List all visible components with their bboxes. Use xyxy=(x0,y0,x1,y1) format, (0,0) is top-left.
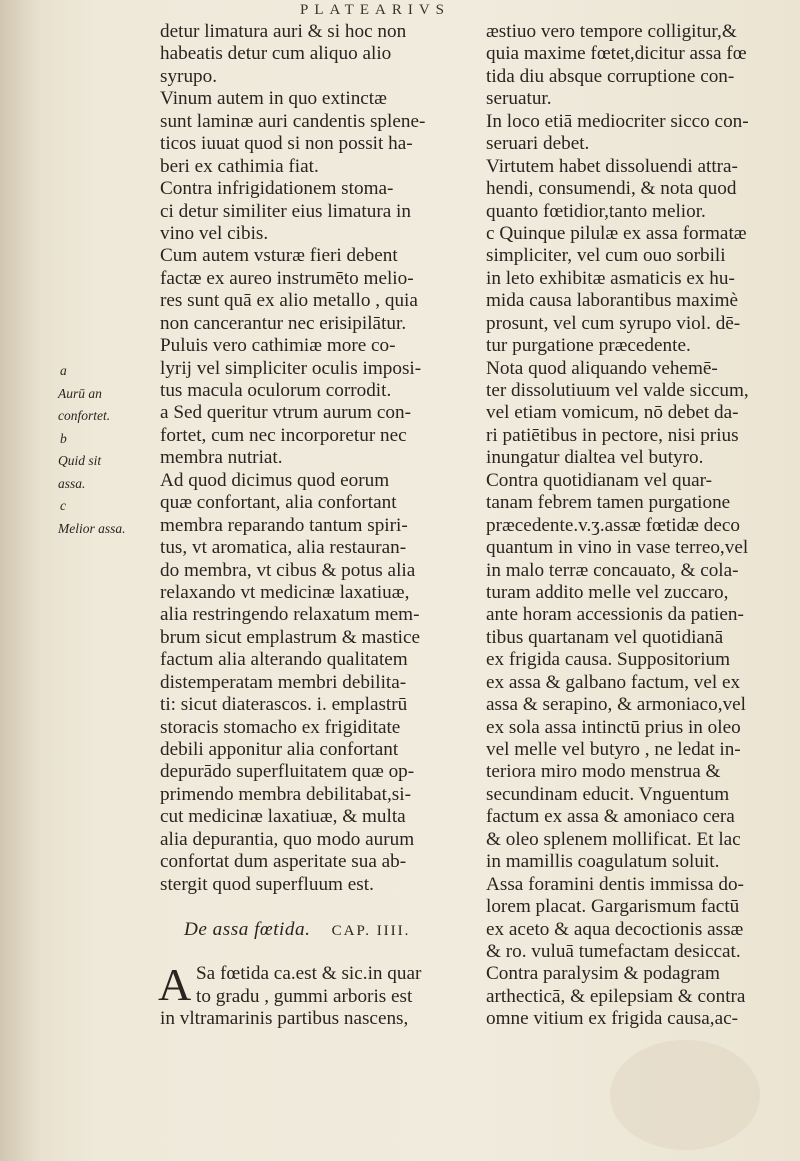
chapter-body xyxy=(158,959,480,1030)
text-line: Puluis vero cathimiæ more co- xyxy=(160,335,396,357)
text-line: Contra quotidianam vel quar- xyxy=(486,469,713,491)
text-line: seruari debet. xyxy=(486,133,590,155)
text-line: quæ confortant, alia confortant xyxy=(160,492,397,514)
text-line: Virtutem habet dissoluendi attra- xyxy=(486,155,738,177)
text-line: sunt laminæ auri candentis splene- xyxy=(160,110,426,132)
text-line: tibus quartanam vel quotidianā xyxy=(486,626,724,648)
text-line: fortet, cum nec incorporetur nec xyxy=(160,424,407,446)
text-line: Contra infrigidationem stoma- xyxy=(160,178,394,200)
text-line: Ad quod dicimus quod eorum xyxy=(160,469,390,491)
text-line: Sa fœtida ca.est & sic.in quar xyxy=(196,963,422,985)
text-line: membra reparando tantum spiri- xyxy=(160,514,408,536)
text-line: quia maxime fœtet,dicitur assa fœ xyxy=(486,43,747,65)
text-line: præcedente.v.ʒ.assæ fœtidæ deco xyxy=(486,514,740,536)
chapter-heading xyxy=(160,919,480,941)
text-line: res sunt quā ex alio metallo , quia xyxy=(160,290,418,312)
text-line: tur purgatione præcedente. xyxy=(486,335,691,357)
text-line: a Sed queritur vtrum aurum con- xyxy=(160,402,411,424)
text-line: mida causa laborantibus maximè xyxy=(486,290,739,312)
margin-note-mark: c xyxy=(60,498,66,513)
text-line: do membra, vt cibus & potus alia xyxy=(160,559,416,581)
text-line: primendo membra debilitabat,si- xyxy=(160,783,411,805)
text-line: relaxando vt medicinæ laxatiuæ, xyxy=(160,581,410,603)
text-line: distemperatam membri debilita- xyxy=(160,671,407,693)
text-line: lyrij vel simpliciter oculis imposi- xyxy=(160,357,422,379)
text-line: ti: sicut diaterascos. i. emplastrū xyxy=(160,694,408,716)
text-line: æstiuo vero tempore colligitur,& xyxy=(486,21,737,42)
text-line: Assa foramini dentis immissa do- xyxy=(486,873,744,895)
text-line: detur limatura auri & si hoc non xyxy=(160,21,407,42)
text-line: tus macula oculorum corrodit. xyxy=(160,380,392,401)
page-edge-shadow xyxy=(0,0,40,1161)
text-line: inungatur dialtea vel butyro. xyxy=(486,447,704,469)
right-column-text xyxy=(486,21,800,1031)
text-line: ante horam accessionis da patien- xyxy=(486,604,744,626)
text-line: cut medicinæ laxatiuæ, & multa xyxy=(160,806,406,828)
text-line: secundinam educit. Vnguentum xyxy=(486,783,730,805)
text-line: & ro. vuluā tumefactam desiccat. xyxy=(486,940,741,962)
text-line: vel etiam vomicum, nō debet da- xyxy=(486,402,739,424)
margin-note-text: confortet. xyxy=(58,408,111,423)
text-line: confortat dum asperitate sua ab- xyxy=(160,851,407,873)
text-line: In loco etiā mediocriter sicco con- xyxy=(486,110,749,132)
margin-note-text: assa. xyxy=(58,475,86,491)
text-line: arthecticā, & epilepsiam & contra xyxy=(486,985,746,1007)
text-line: quanto fœtidior,tanto melior. xyxy=(486,200,706,222)
text-line: to gradu , gummi arboris est xyxy=(196,985,413,1007)
text-line: tus, vt aromatica, alia restauran- xyxy=(160,537,407,559)
text-line: Vinum autem in quo extinctæ xyxy=(160,88,387,110)
text-line: non cancerantur nec erisipilātur. xyxy=(160,312,407,334)
text-line: ex aceto & aqua decoctionis assæ xyxy=(486,918,744,940)
margin-note-mark: a xyxy=(60,363,67,378)
text-line: Contra paralysim & podagram xyxy=(486,963,720,985)
spacer xyxy=(160,941,480,963)
chapter-title: De assa fœtida. xyxy=(184,918,311,940)
text-line: teriora miro modo menstrua & xyxy=(486,761,721,783)
text-line: turam addito melle vel zuccaro, xyxy=(486,581,729,603)
text-line: in leto exhibitæ asmaticis ex hu- xyxy=(486,267,735,289)
text-line: habeatis detur cum aliquo alio xyxy=(160,43,392,65)
text-line: prosunt, vel cum syrupo viol. dē- xyxy=(486,312,741,334)
text-line: ex sola assa intinctū prius in oleo xyxy=(486,716,741,738)
text-line: vino vel cibis. xyxy=(160,222,269,244)
text-line: quantum in vino in vase terreo,vel xyxy=(486,537,749,559)
text-line: brum sicut emplastrum & mastice xyxy=(160,626,421,648)
text-line: ter dissolutiuum vel valde siccum, xyxy=(486,380,749,401)
drop-cap-letter: A xyxy=(158,959,192,1011)
chapter-body-text xyxy=(158,959,480,1030)
running-head: PLATEARIVS xyxy=(300,2,451,18)
text-line: tanam febrem tamen purgatione xyxy=(486,492,731,514)
text-line: seruatur. xyxy=(486,88,552,110)
text-line: lorem placat. Gargarismum factū xyxy=(486,896,740,918)
text-line: Nota quod aliquando vehemē- xyxy=(486,357,718,379)
chapter-number: CAP. IIII. xyxy=(331,922,411,939)
margin-note-text: Aurū an xyxy=(58,385,102,401)
text-line: ex frigida causa. Suppositorium xyxy=(486,649,731,671)
right-column xyxy=(486,21,800,1031)
text-line: factæ ex aureo instrumēto melio- xyxy=(160,267,414,289)
text-line: vel melle vel butyro , ne ledat in- xyxy=(486,739,741,760)
text-line: depurādo superfluitatem quæ op- xyxy=(160,761,415,783)
text-line: & oleo splenem mollificat. Et lac xyxy=(486,828,741,850)
margin-note-text: Quid sit xyxy=(58,453,102,468)
margin-note-text: Melior assa. xyxy=(58,520,126,536)
text-line: ci detur similiter eius limatura in xyxy=(160,200,411,222)
text-line: omne vitium ex frigida causa,ac- xyxy=(486,1008,739,1030)
text-line: ex assa & galbano factum, vel ex xyxy=(486,671,741,693)
text-line: stergit quod superfluum est. xyxy=(160,873,374,895)
text-line: assa & serapino, & armoniaco,vel xyxy=(486,694,747,716)
margin-note-mark: b xyxy=(60,430,67,446)
paper-stain xyxy=(610,1040,760,1150)
text-line: membra nutriat. xyxy=(160,447,283,469)
text-line: Cum autem vsturæ fieri debent xyxy=(160,245,398,267)
text-line: tida diu absque corruptione con- xyxy=(486,65,735,87)
text-line: in vltramarinis partibus nascens, xyxy=(160,1008,409,1030)
text-line: in mamillis coagulatum soluit. xyxy=(486,851,720,873)
text-line: syrupo. xyxy=(160,65,218,87)
text-line: in malo terræ concauato, & cola- xyxy=(486,559,739,581)
text-line: simpliciter, vel cum ouo sorbili xyxy=(486,245,726,267)
spacer xyxy=(160,896,480,918)
text-line: ticos iuuat quod si non possit ha- xyxy=(160,133,413,155)
text-line: ri patiētibus in pectore, nisi prius xyxy=(486,424,739,446)
left-column-text xyxy=(160,21,480,896)
text-line: factum alia alterando qualitatem xyxy=(160,649,408,671)
text-line: alia restringendo relaxatum mem- xyxy=(160,604,420,626)
margin-notes xyxy=(58,360,158,540)
text-line: beri ex cathimia fiat. xyxy=(160,155,319,177)
text-line: hendi, consumendi, & nota quod xyxy=(486,178,737,200)
text-line: storacis stomacho ex frigiditate xyxy=(160,716,401,738)
left-column xyxy=(160,21,480,1031)
text-line: c Quinque pilulæ ex assa formatæ xyxy=(486,222,747,244)
text-line: debili apponitur alia confortant xyxy=(160,739,399,760)
text-line: alia depurantia, quo modo aurum xyxy=(160,828,415,850)
text-line: factum ex assa & amoniaco cera xyxy=(486,806,735,828)
